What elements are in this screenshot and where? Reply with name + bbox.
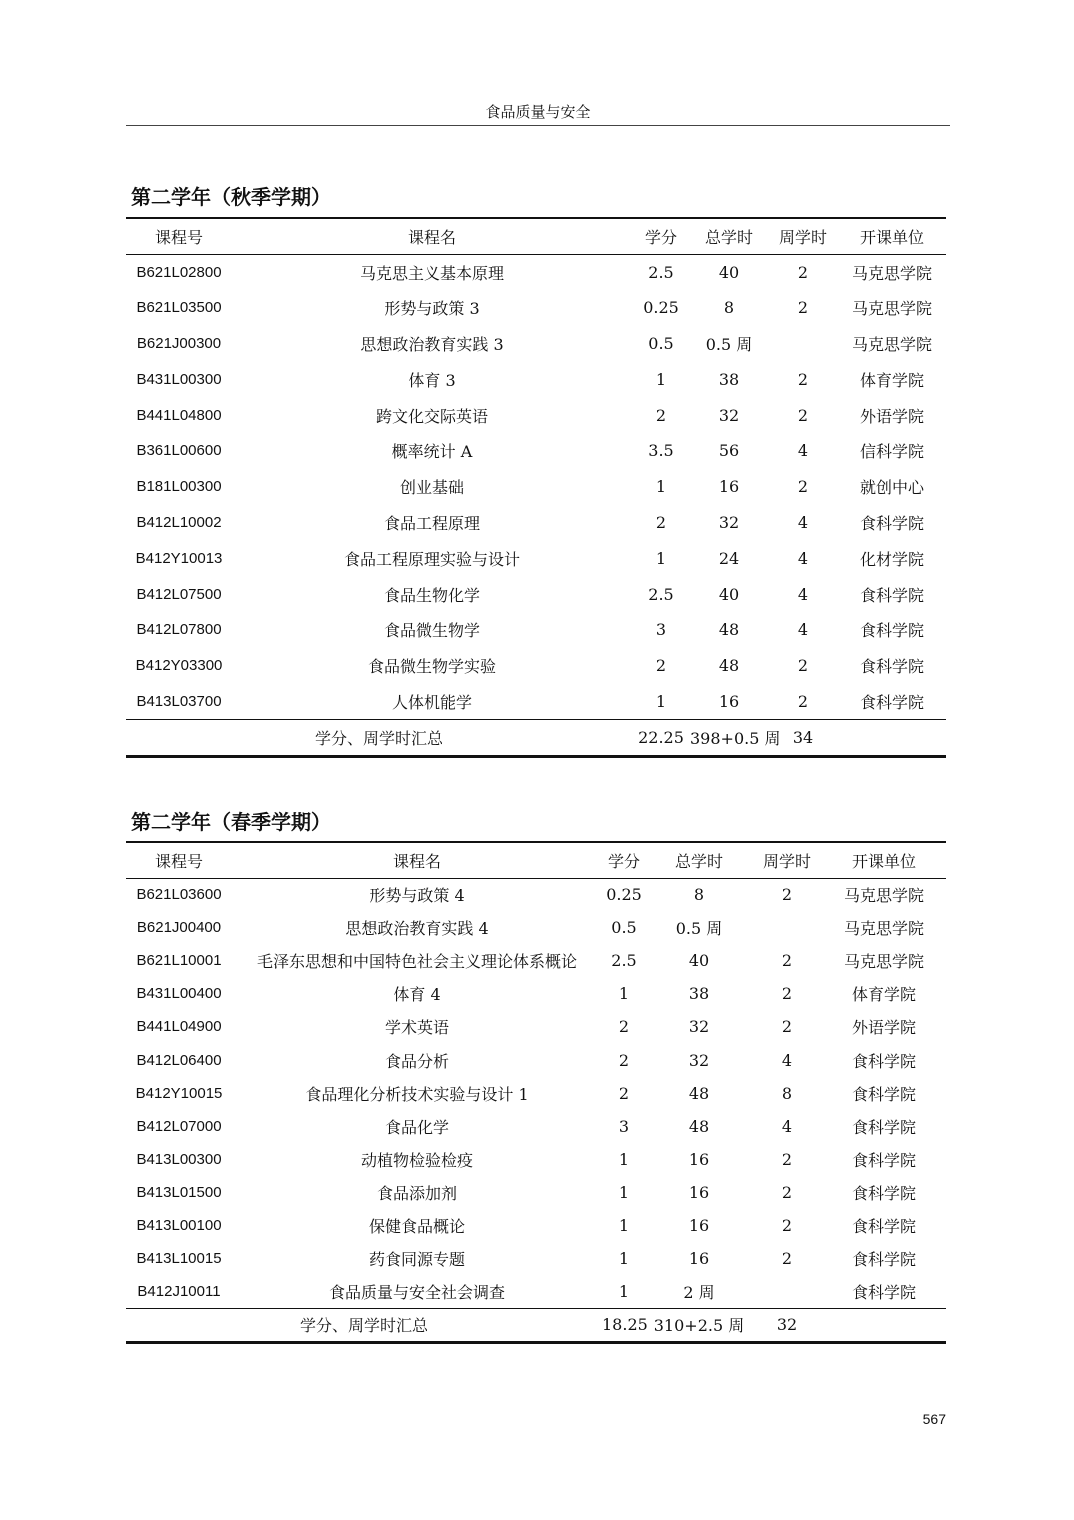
course-code: B361L00600 [136, 442, 222, 460]
course-credit: 1 [618, 1281, 630, 1301]
course-code: B413L01500 [136, 1183, 222, 1201]
total-weekly: 34 [792, 727, 814, 747]
course-credit: 0.25 [643, 298, 679, 318]
course-code: B431L00300 [136, 370, 222, 388]
course-hours: 48 [688, 1083, 710, 1103]
course-hours: 48 [688, 1116, 710, 1136]
course-unit: 马克思学院 [851, 263, 932, 283]
table-row [126, 1110, 946, 1143]
course-name: 食品微生物学 [383, 621, 480, 641]
course-unit: 体育学院 [851, 985, 916, 1005]
course-code: B621L03600 [136, 886, 222, 904]
course-code: B621L03500 [136, 299, 222, 317]
course-unit: 食科学院 [851, 1250, 916, 1270]
course-name: 学术英语 [384, 1018, 449, 1038]
course-credit: 2 [655, 512, 667, 532]
course-name: 毛泽东思想和中国特色社会主义理论体系概论 [256, 952, 577, 972]
autumn-course-table [126, 217, 946, 758]
table-row [126, 911, 946, 944]
course-weekly [752, 1275, 822, 1308]
course-hours: 2 周 [683, 1282, 715, 1302]
course-unit: 食科学院 [859, 657, 924, 677]
course-name: 形势与政策 3 [384, 299, 480, 319]
table-row [126, 433, 946, 469]
col-header-credit: 学分 [607, 851, 640, 871]
course-credit: 2 [618, 1050, 630, 1070]
course-name: 保健食品概论 [368, 1216, 465, 1236]
course-name: 跨文化交际英语 [375, 406, 488, 426]
total-row [126, 719, 946, 756]
course-unit: 体育学院 [859, 370, 924, 390]
course-credit: 2 [618, 1017, 630, 1037]
course-code: B412Y10015 [135, 1084, 223, 1102]
course-code: B441L04800 [136, 406, 222, 424]
course-unit: 就创中心 [859, 478, 924, 498]
table-row [126, 612, 946, 648]
running-header: 食品质量与安全 [126, 100, 950, 126]
col-header-weekly: 周学时 [762, 851, 811, 871]
course-hours: 32 [718, 405, 740, 425]
course-credit: 1 [655, 369, 667, 389]
page-number: 567 [922, 1411, 946, 1427]
course-unit: 外语学院 [851, 1018, 916, 1038]
course-name: 食品生物化学 [383, 585, 480, 605]
course-credit: 2 [618, 1083, 630, 1103]
total-unit [822, 1308, 946, 1342]
course-weekly: 2 [781, 951, 793, 971]
course-hours: 8 [723, 298, 735, 318]
col-header-name: 课程名 [392, 851, 441, 871]
course-code: B412L06400 [136, 1051, 222, 1069]
table-row [126, 1242, 946, 1275]
course-hours: 38 [688, 984, 710, 1004]
col-header-unit: 开课单位 [859, 227, 924, 247]
col-header-code: 课程号 [154, 227, 203, 247]
course-name: 食品微生物学实验 [367, 657, 496, 677]
course-credit: 0.5 [611, 918, 637, 938]
course-hours: 48 [718, 620, 740, 640]
course-name: 体育 3 [408, 370, 456, 390]
course-hours: 16 [688, 1182, 710, 1202]
course-code: B413L00300 [136, 1150, 222, 1168]
course-hours: 16 [688, 1149, 710, 1169]
course-weekly [752, 911, 822, 944]
course-name: 形势与政策 4 [369, 886, 465, 906]
course-credit: 3 [655, 620, 667, 640]
table-row [126, 361, 946, 397]
course-weekly [768, 326, 838, 362]
course-unit: 食科学院 [851, 1216, 916, 1236]
total-label: 学分、周学时汇总 [314, 728, 443, 748]
course-weekly: 4 [797, 620, 809, 640]
table-row [126, 576, 946, 612]
course-weekly: 2 [781, 1249, 793, 1269]
course-weekly: 2 [781, 1017, 793, 1037]
course-name: 食品添加剂 [376, 1183, 457, 1203]
table-row [126, 540, 946, 576]
course-credit: 1 [655, 691, 667, 711]
course-unit: 食科学院 [851, 1084, 916, 1104]
course-weekly: 2 [797, 405, 809, 425]
course-code: B412L10002 [136, 513, 222, 531]
course-unit: 马克思学院 [843, 919, 924, 939]
course-name: 食品工程原理实验与设计 [343, 549, 520, 569]
course-hours: 32 [718, 512, 740, 532]
course-unit: 马克思学院 [843, 952, 924, 972]
table-row [126, 1077, 946, 1110]
course-hours: 48 [718, 656, 740, 676]
course-code: B621J00400 [136, 919, 222, 937]
course-name: 食品工程原理 [383, 513, 480, 533]
course-weekly: 4 [797, 441, 809, 461]
table-row [126, 1275, 946, 1308]
course-weekly: 2 [781, 984, 793, 1004]
table-row [126, 648, 946, 684]
course-weekly: 2 [797, 262, 809, 282]
course-weekly: 4 [781, 1116, 793, 1136]
col-header-credit: 学分 [644, 227, 677, 247]
course-unit: 食科学院 [851, 1117, 916, 1137]
table-row [126, 1209, 946, 1242]
course-name: 食品质量与安全社会调查 [328, 1282, 505, 1302]
col-header-hours: 总学时 [704, 227, 753, 247]
course-code: B412Y10013 [135, 549, 223, 567]
table-row [126, 505, 946, 541]
course-code: B413L00100 [136, 1216, 222, 1234]
table-row [126, 878, 946, 911]
course-name: 人体机能学 [391, 692, 472, 712]
course-name: 食品分析 [384, 1051, 449, 1071]
course-hours: 32 [688, 1017, 710, 1037]
course-hours: 40 [718, 584, 740, 604]
course-code: B413L10015 [136, 1250, 222, 1268]
total-hours: 310+2.5 周 [653, 1316, 745, 1336]
course-name: 思想政治教育实践 3 [360, 334, 504, 354]
course-hours: 24 [718, 548, 740, 568]
course-hours: 16 [718, 477, 740, 497]
course-unit: 食科学院 [859, 621, 924, 641]
table-header-row [126, 218, 946, 254]
total-row [126, 1308, 946, 1342]
course-credit: 3.5 [648, 441, 674, 461]
table-header-row [126, 842, 946, 878]
autumn-rows [126, 254, 946, 719]
course-hours: 40 [718, 262, 740, 282]
course-hours: 16 [688, 1249, 710, 1269]
course-name: 马克思主义基本原理 [359, 263, 504, 283]
course-weekly: 2 [797, 691, 809, 711]
course-credit: 3 [618, 1116, 630, 1136]
course-name: 食品理化分析技术实验与设计 1 [305, 1084, 529, 1104]
table-row [126, 1043, 946, 1076]
course-credit: 0.25 [606, 885, 642, 905]
course-credit: 1 [618, 1149, 630, 1169]
table-row [126, 684, 946, 720]
course-unit: 食科学院 [851, 1282, 916, 1302]
course-weekly: 2 [781, 885, 793, 905]
course-credit: 2.5 [611, 951, 637, 971]
course-credit: 1 [655, 477, 667, 497]
course-credit: 1 [618, 1182, 630, 1202]
total-credit: 18.25 [602, 1315, 648, 1335]
course-code: B621L02800 [136, 263, 222, 281]
course-code: B181L00300 [136, 478, 222, 496]
course-credit: 2 [655, 656, 667, 676]
course-hours: 16 [688, 1215, 710, 1235]
course-credit: 0.5 [648, 333, 674, 353]
course-credit: 1 [655, 548, 667, 568]
course-name: 创业基础 [399, 478, 464, 498]
total-hours: 398+0.5 周 [690, 728, 781, 748]
course-weekly: 8 [781, 1083, 793, 1103]
course-hours: 40 [688, 951, 710, 971]
course-unit: 化材学院 [859, 549, 924, 569]
spring-section-title: 第二学年（春季学期） [131, 810, 331, 834]
course-code: B441L04900 [136, 1018, 222, 1036]
course-hours: 8 [693, 885, 705, 905]
table-row [126, 326, 946, 362]
col-header-unit: 开课单位 [851, 851, 916, 871]
course-credit: 2.5 [648, 584, 674, 604]
course-hours: 16 [718, 691, 740, 711]
total-label: 学分、周学时汇总 [299, 1316, 428, 1336]
table-row [126, 397, 946, 433]
course-weekly: 2 [781, 1215, 793, 1235]
total-weekly: 32 [776, 1315, 798, 1335]
course-name: 思想政治教育实践 4 [345, 919, 489, 939]
course-hours: 56 [718, 441, 740, 461]
course-weekly: 4 [797, 548, 809, 568]
course-weekly: 2 [797, 656, 809, 676]
table-row [126, 1176, 946, 1209]
col-header-name: 课程名 [407, 227, 456, 247]
spring-course-table [126, 841, 946, 1344]
course-name: 动植物检验检疫 [360, 1150, 473, 1170]
col-header-weekly: 周学时 [778, 227, 827, 247]
course-unit: 食科学院 [851, 1150, 916, 1170]
total-unit [838, 719, 946, 756]
course-unit: 食科学院 [859, 692, 924, 712]
course-code: B412L07800 [136, 621, 222, 639]
course-weekly: 4 [781, 1050, 793, 1070]
course-unit: 食科学院 [859, 513, 924, 533]
course-unit: 食科学院 [851, 1183, 916, 1203]
course-credit: 2.5 [648, 262, 674, 282]
course-name: 概率统计 A [391, 442, 473, 462]
course-code: B431L00400 [136, 985, 222, 1003]
spring-rows [126, 878, 946, 1308]
course-unit: 外语学院 [859, 406, 924, 426]
course-weekly: 2 [797, 369, 809, 389]
course-unit: 信科学院 [859, 442, 924, 462]
course-weekly: 2 [797, 477, 809, 497]
course-code: B621J00300 [136, 334, 222, 352]
course-weekly: 2 [781, 1182, 793, 1202]
course-credit: 1 [618, 984, 630, 1004]
course-unit: 马克思学院 [843, 886, 924, 906]
autumn-section-title: 第二学年（秋季学期） [131, 185, 331, 209]
course-code: B412L07000 [136, 1117, 222, 1135]
course-hours: 38 [718, 369, 740, 389]
table-row [126, 1143, 946, 1176]
course-credit: 1 [618, 1215, 630, 1235]
col-header-hours: 总学时 [674, 851, 723, 871]
course-name: 食品化学 [384, 1117, 449, 1137]
course-hours: 0.5 周 [675, 919, 723, 939]
course-weekly: 4 [797, 584, 809, 604]
course-code: B412J10011 [137, 1282, 221, 1300]
table-row [126, 290, 946, 326]
table-row [126, 944, 946, 977]
course-unit: 马克思学院 [851, 299, 932, 319]
course-code: B412Y03300 [135, 657, 223, 675]
table-row [126, 469, 946, 505]
course-unit: 马克思学院 [851, 334, 932, 354]
course-hours: 0.5 周 [705, 334, 753, 354]
course-weekly: 2 [781, 1149, 793, 1169]
table-row [126, 254, 946, 290]
course-name: 药食同源专题 [368, 1250, 465, 1270]
col-header-code: 课程号 [154, 851, 203, 871]
table-row [126, 1010, 946, 1043]
table-row [126, 977, 946, 1010]
course-code: B621L10001 [136, 952, 222, 970]
course-credit: 2 [655, 405, 667, 425]
course-weekly: 2 [797, 298, 809, 318]
course-code: B412L07500 [136, 585, 222, 603]
course-name: 体育 4 [393, 985, 441, 1005]
course-unit: 食科学院 [851, 1051, 916, 1071]
course-unit: 食科学院 [859, 585, 924, 605]
course-weekly: 4 [797, 512, 809, 532]
course-credit: 1 [618, 1249, 630, 1269]
total-credit: 22.25 [638, 727, 684, 747]
course-code: B413L03700 [136, 692, 222, 710]
course-hours: 32 [688, 1050, 710, 1070]
